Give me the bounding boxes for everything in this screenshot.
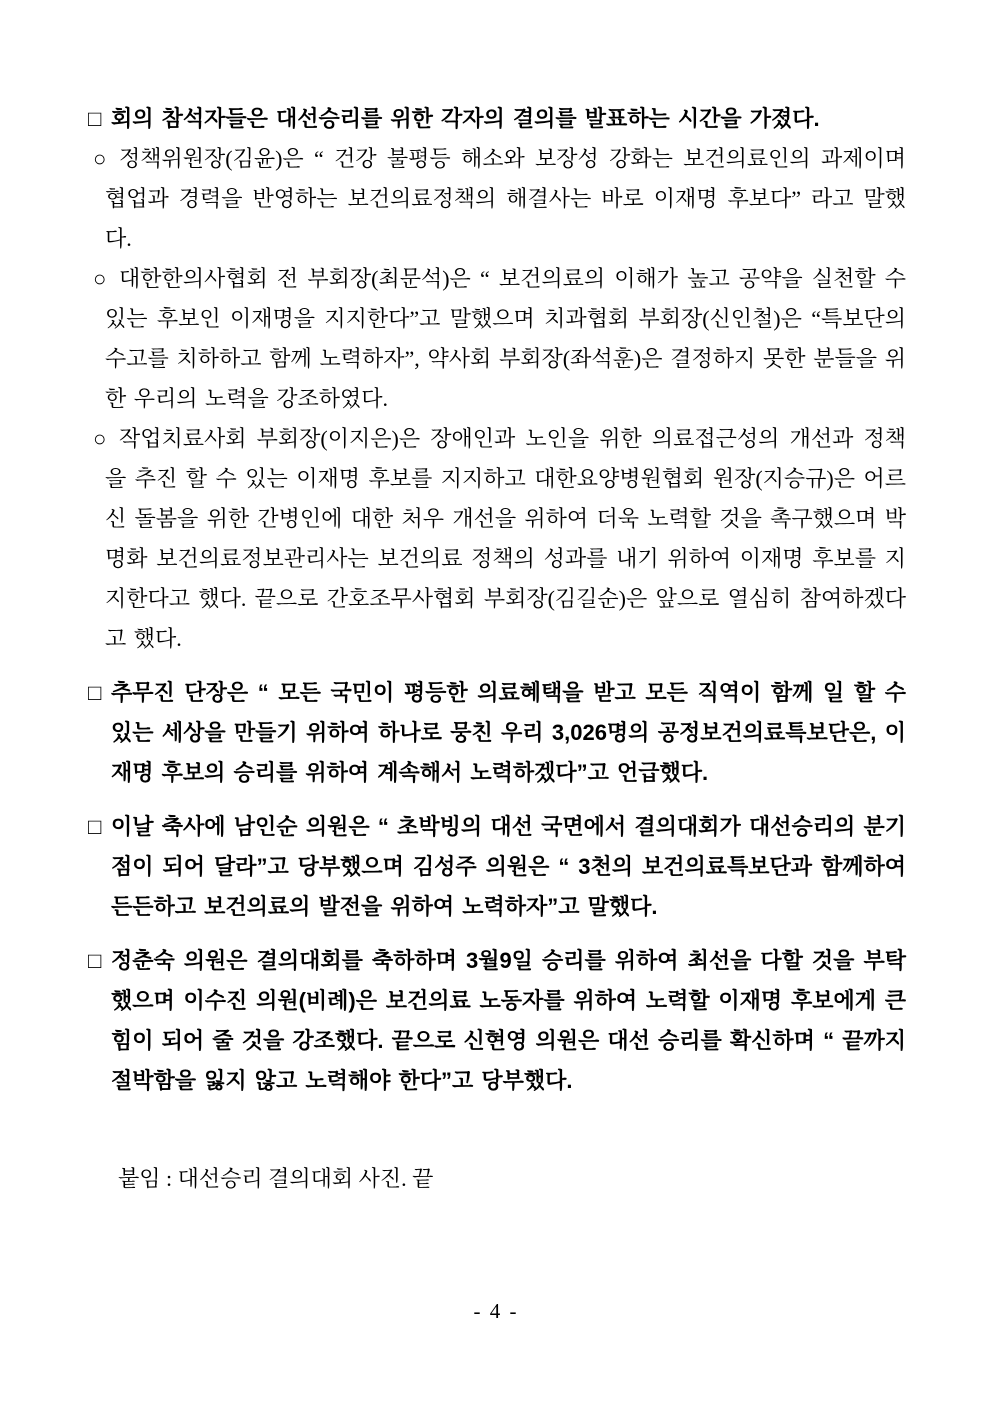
- paragraph-therapy-association-remark: [93, 419, 906, 659]
- document-body: [88, 99, 906, 1199]
- square-bullet-icon: □: [88, 814, 102, 839]
- page-number: - 4 -: [473, 1299, 519, 1323]
- paragraph-text: 회의 참석자들은 대선승리를 위한 각자의 결의를 발표하는 시간을 가졌다.: [111, 106, 820, 131]
- paragraph-text: 추무진 단장은 “ 모든 국민이 평등한 의료혜택을 받고 모든 직역이 함께 일 할 수 있는 세상을 만들기 위하여 하나로 뭉친 우리 3,026명의 공정보건의료특보단은, 이재명 후보의 승리를 위하여 계속해서 노력하겠다”고 언급했다.: [111, 680, 906, 785]
- paragraph-congratulatory-speeches: [88, 807, 906, 927]
- square-bullet-icon: □: [88, 680, 102, 705]
- paragraph-lawmakers-remarks: [88, 941, 906, 1101]
- paragraph-text: 대한한의사협회 전 부회장(최문석)은 “ 보건의료의 이해가 높고 공약을 실천할 수 있는 후보인 이재명을 지지한다”고 말했으며 치과협회 부회장(신인철)은 “특보단의 수고를 치하하고 함께 노력하자”, 약사회 부회장(좌석훈)은 결정하지 못한 분들을 위한 우리의 노력을 강조하였다.: [105, 266, 906, 411]
- paragraph-meeting-resolutions: [88, 99, 906, 139]
- paragraph-text: 작업치료사회 부회장(이지은)은 장애인과 노인을 위한 의료접근성의 개선과 정책을 추진 할 수 있는 이재명 후보를 지지하고 대한요양병원협회 원장(지승규)은 어르신 돌봄을 위한 간병인에 대한 처우 개선을 위하여 더욱 노력할 것을 촉구했으며 박명화 보건의료정보관리사는 보건의료 정책의 성과를 내기 위하여 이재명 후보를 지지한다고 했다. 끝으로 간호조무사협회 부회장(김길순)은 앞으로 열심히 참여하겠다고 했다.: [105, 426, 906, 651]
- attachment-note: 붙임 : 대선승리 결의대회 사진. 끝: [118, 1166, 434, 1191]
- paragraph-association-vicechairs-remark: [93, 259, 906, 419]
- paragraph-text: 정춘숙 의원은 결의대회를 축하하며 3월9일 승리를 위하여 최선을 다할 것을 부탁했으며 이수진 의원(비례)은 보건의료 노동자를 위하여 노력할 이재명 후보에게 큰 힘이 되어 줄 것을 강조했다. 끝으로 신현영 의원은 대선 승리를 확신하며 “ 끝까지 절박함을 잃지 않고 노력해야 한다”고 당부했다.: [111, 948, 906, 1093]
- paragraph-text: 정책위원장(김윤)은 “ 건강 불평등 해소와 보장성 강화는 보건의료인의 과제이며 협업과 경력을 반영하는 보건의료정책의 해결사는 바로 이재명 후보다” 라고 말했다.: [105, 146, 906, 251]
- circle-bullet-icon: ○: [93, 266, 107, 291]
- circle-bullet-icon: ○: [93, 146, 107, 171]
- square-bullet-icon: □: [88, 948, 102, 973]
- paragraph-policy-chair-remark: [93, 139, 906, 259]
- paragraph-text: 이날 축사에 남인순 의원은 “ 초박빙의 대선 국면에서 결의대회가 대선승리의 분기점이 되어 달라”고 당부했으며 김성주 의원은 “ 3천의 보건의료특보단과 함께하여 든든하고 보건의료의 발전을 위하여 노력하자”고 말했다.: [111, 814, 906, 919]
- square-bullet-icon: □: [88, 106, 102, 131]
- circle-bullet-icon: ○: [93, 426, 107, 451]
- paragraph-leader-statement: [88, 673, 906, 793]
